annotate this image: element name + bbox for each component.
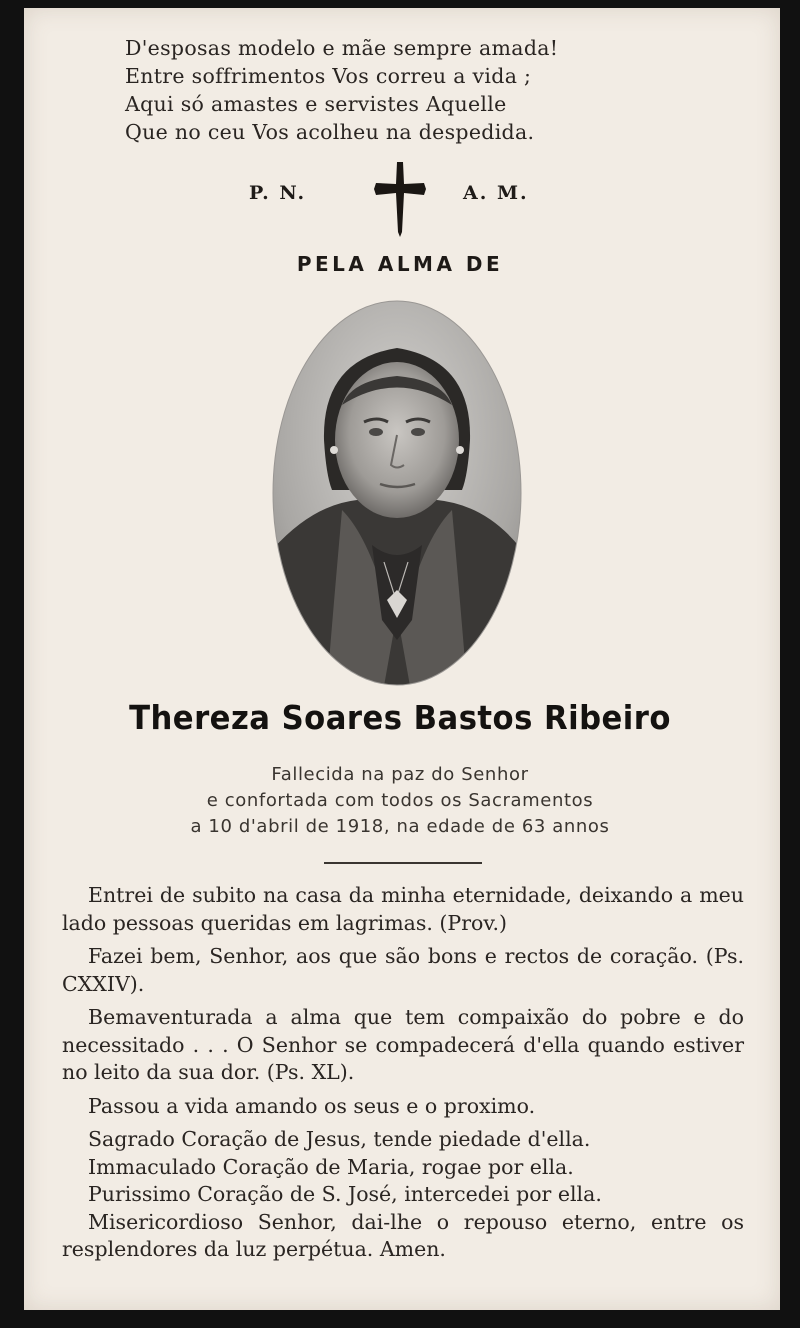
scripture-verse: Bemaventurada a alma que tem compaixão do pobre e do necessitado . . . O Senhor se compadecerá d'ella quando estiver no leito da sua dor. (Ps. XL). xyxy=(62,1005,744,1084)
portrait-photo xyxy=(272,300,522,686)
poem-line: Aqui só amastes e servistes Aquelle xyxy=(125,92,507,116)
scripture-verse: Passou a vida amando os seus e o proximo. xyxy=(88,1093,536,1118)
scripture-body xyxy=(62,882,744,1264)
scripture-verse: Fazei bem, Senhor, aos que são bons e rectos de coração. (Ps. CXXIV). xyxy=(62,944,744,996)
memorial-poem xyxy=(125,34,685,146)
prayer-line: Sagrado Coração de Jesus, tende piedade d'ella. xyxy=(88,1127,591,1151)
death-line: a 10 d'abril de 1918, na edade de 63 annos xyxy=(190,816,610,837)
left-initials: P. N. xyxy=(249,182,307,204)
death-notice xyxy=(0,762,800,840)
prayer-line: Misericordioso Senhor, dai-lhe o repouso eterno, entre os resplendores da luz perpétua. Amen. xyxy=(62,1209,744,1261)
latin-cross-icon xyxy=(372,160,428,240)
death-line: e confortada com todos os Sacramentos xyxy=(206,790,594,811)
poem-line: Que no ceu Vos acolheu na despedida. xyxy=(125,120,535,144)
prayer-line: Immaculado Coração de Maria, rogae por ella. xyxy=(88,1154,574,1179)
poem-line: Entre soffrimentos Vos correu a vida ; xyxy=(125,64,532,88)
death-line: Fallecida na paz do Senhor xyxy=(271,764,529,785)
prayer-list xyxy=(62,1126,744,1264)
scripture-verse: Entrei de subito na casa da minha eternidade, deixando a meu lado pessoas queridas em lagrimas. (Prov.) xyxy=(62,883,744,935)
invocation-row xyxy=(0,160,800,240)
prayer-line: Purissimo Coração de S. José, intercedei por ella. xyxy=(88,1182,602,1206)
right-initials: A. M. xyxy=(463,182,529,204)
pela-alma-heading: PELA ALMA DE xyxy=(296,252,504,276)
divider-rule xyxy=(324,862,482,864)
deceased-name: Thereza Soares Bastos Ribeiro xyxy=(129,698,671,737)
poem-line: D'esposas modelo e mãe sempre amada! xyxy=(125,36,559,60)
